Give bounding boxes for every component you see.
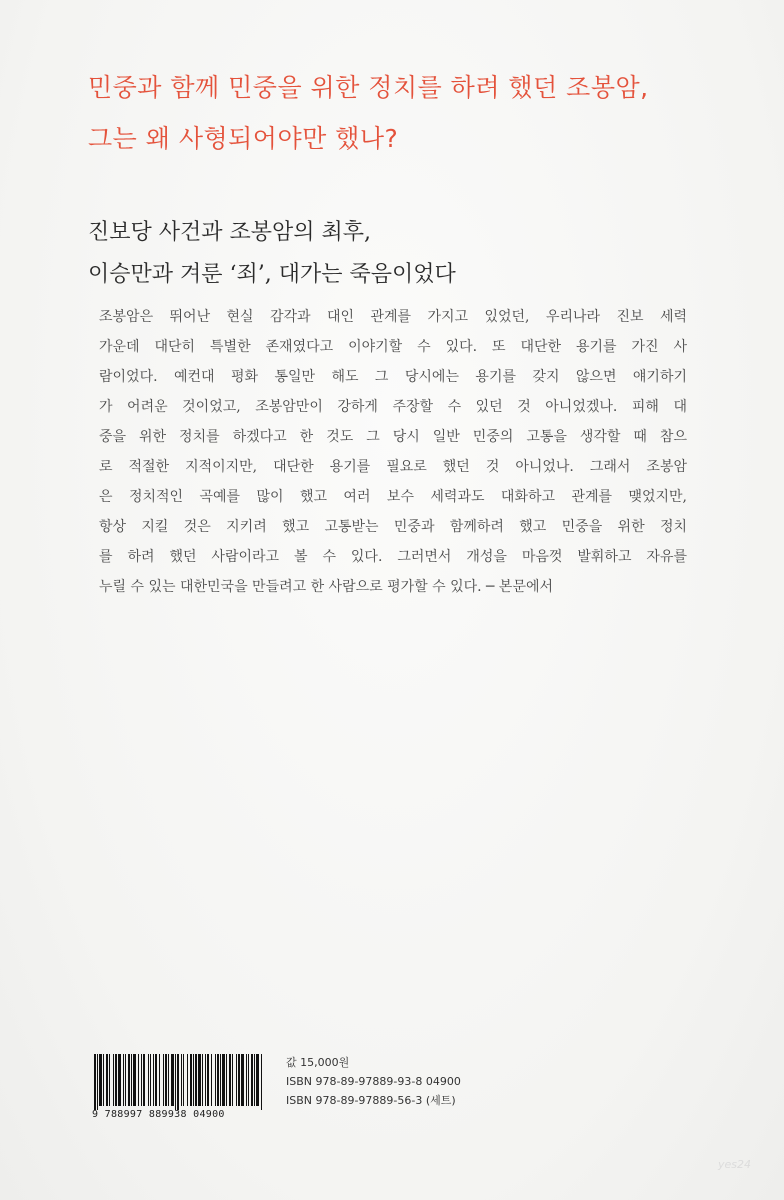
barcode-bar <box>171 1054 174 1106</box>
barcode-bar <box>222 1054 225 1106</box>
barcode-bar <box>195 1054 197 1106</box>
barcode-bar <box>99 1054 102 1106</box>
barcode-bar <box>106 1054 108 1106</box>
barcode-bar <box>118 1054 121 1106</box>
barcode-bar <box>217 1054 219 1106</box>
barcode-digits: 9 788997 889938 04900 <box>92 1109 225 1120</box>
headline-line-2: 그는 왜 사형되어야만 했나? <box>88 124 399 153</box>
body-line: 항상 지킬 것은 지키려 했고 고통받는 민중과 함께하려 했고 민중을 위한 정치 <box>99 519 687 535</box>
barcode-bar <box>128 1054 130 1106</box>
body-line: 중을 위한 정치를 하겠다고 한 것도 그 당시 일반 민중의 고통을 생각할 때 참으 <box>99 429 687 445</box>
barcode-bar <box>241 1054 244 1106</box>
barcode-bar <box>202 1054 203 1106</box>
barcode-bar <box>215 1054 216 1106</box>
barcode-bar <box>238 1054 240 1106</box>
barcode-bar <box>193 1054 194 1106</box>
body-line: 로 적절한 지적이지만, 대단한 용기를 필요로 했던 것 아니었나. 그래서 조봉암 <box>99 459 687 475</box>
barcode-bar <box>251 1054 253 1106</box>
barcode-bar <box>236 1054 237 1106</box>
barcode-bar <box>153 1054 154 1106</box>
barcode-bar <box>177 1054 179 1110</box>
barcode-bar <box>103 1054 104 1106</box>
barcode-bar <box>256 1054 259 1106</box>
barcode-bar <box>187 1054 188 1106</box>
subtitle-line-2: 이승만과 겨룬 ‘죄’, 대가는 죽음이었다 <box>88 262 456 287</box>
barcode-bar <box>190 1054 192 1106</box>
body-line: 가 어려운 것이었고, 조봉암만이 강하게 주장할 수 있던 것 아니었겠나. 피해 대 <box>99 399 687 415</box>
barcode-bar <box>261 1054 262 1110</box>
body-line: 를 하려 했던 사람이라고 볼 수 있다. 그러면서 개성을 마음껏 발휘하고 자유를 <box>99 549 687 565</box>
body-line: 가운데 대단히 특별한 존재였다고 이야기할 수 있다. 또 대단한 용기를 가진 사 <box>99 339 687 355</box>
barcode-bar <box>254 1054 255 1106</box>
watermark: yes24 <box>718 1158 752 1171</box>
barcode-bar <box>226 1054 227 1106</box>
barcode-bar <box>168 1054 169 1106</box>
price-isbn-block <box>286 1053 461 1110</box>
isbn-line-1: ISBN 978-89-97889-93-8 04900 <box>286 1075 461 1088</box>
barcode-bar <box>123 1054 124 1106</box>
body-excerpt <box>99 302 687 602</box>
isbn-line-2: ISBN 978-89-97889-56-3 (세트) <box>286 1094 456 1107</box>
barcode-bar <box>207 1054 209 1106</box>
body-line: 은 정치적인 곡예를 많이 했고 여러 보수 세력과도 대화하고 관계를 맺었지만, <box>99 489 687 505</box>
barcode-bar <box>131 1054 132 1106</box>
barcode-bar <box>248 1054 249 1106</box>
barcode-bar <box>115 1054 117 1106</box>
barcode-bar <box>159 1054 160 1106</box>
barcode-bar <box>246 1054 247 1106</box>
barcode-bar <box>181 1054 182 1106</box>
barcode-bar <box>183 1054 184 1106</box>
barcode-bar <box>143 1054 145 1106</box>
subtitle-line-1: 진보당 사건과 조봉암의 최후, <box>88 220 371 245</box>
body-line: 람이었다. 예컨대 평화 통일만 해도 그 당시에는 용기를 갖지 않으면 얘기하기 <box>99 369 687 385</box>
barcode-bar <box>220 1054 221 1106</box>
barcode-bar <box>94 1054 96 1110</box>
barcode-bar <box>148 1054 149 1106</box>
barcode-bar <box>97 1054 98 1110</box>
barcode-bar <box>133 1054 136 1106</box>
subtitle <box>88 212 748 296</box>
barcode-bar <box>150 1054 151 1106</box>
barcode-bar <box>211 1054 212 1106</box>
barcode-bar <box>155 1054 157 1106</box>
price-label: 값 15,000원 <box>286 1056 350 1069</box>
barcode-bar <box>175 1054 176 1110</box>
barcode-bar <box>125 1054 126 1106</box>
barcode-bar <box>205 1054 206 1106</box>
barcode <box>92 1052 264 1124</box>
barcode-bar <box>198 1054 201 1106</box>
headline <box>88 62 748 164</box>
barcode-bar <box>109 1054 110 1106</box>
barcode-bar <box>113 1054 114 1106</box>
barcode-bar <box>229 1054 231 1106</box>
barcode-bar <box>141 1054 142 1106</box>
barcode-bar <box>163 1054 164 1106</box>
barcode-bar <box>165 1054 167 1106</box>
headline-line-1: 민중과 함께 민중을 위한 정치를 하려 했던 조봉암, <box>88 73 649 102</box>
barcode-bars <box>92 1052 264 1110</box>
body-line: 조봉암은 뛰어난 현실 감각과 대인 관계를 가지고 있었던, 우리나라 진보 세력 <box>99 309 687 325</box>
body-line: 누릴 수 있는 대한민국을 만들려고 한 사람으로 평가할 수 있다. ─ 본문에서 <box>99 579 554 595</box>
barcode-bar <box>232 1054 233 1106</box>
barcode-bar <box>138 1054 139 1106</box>
